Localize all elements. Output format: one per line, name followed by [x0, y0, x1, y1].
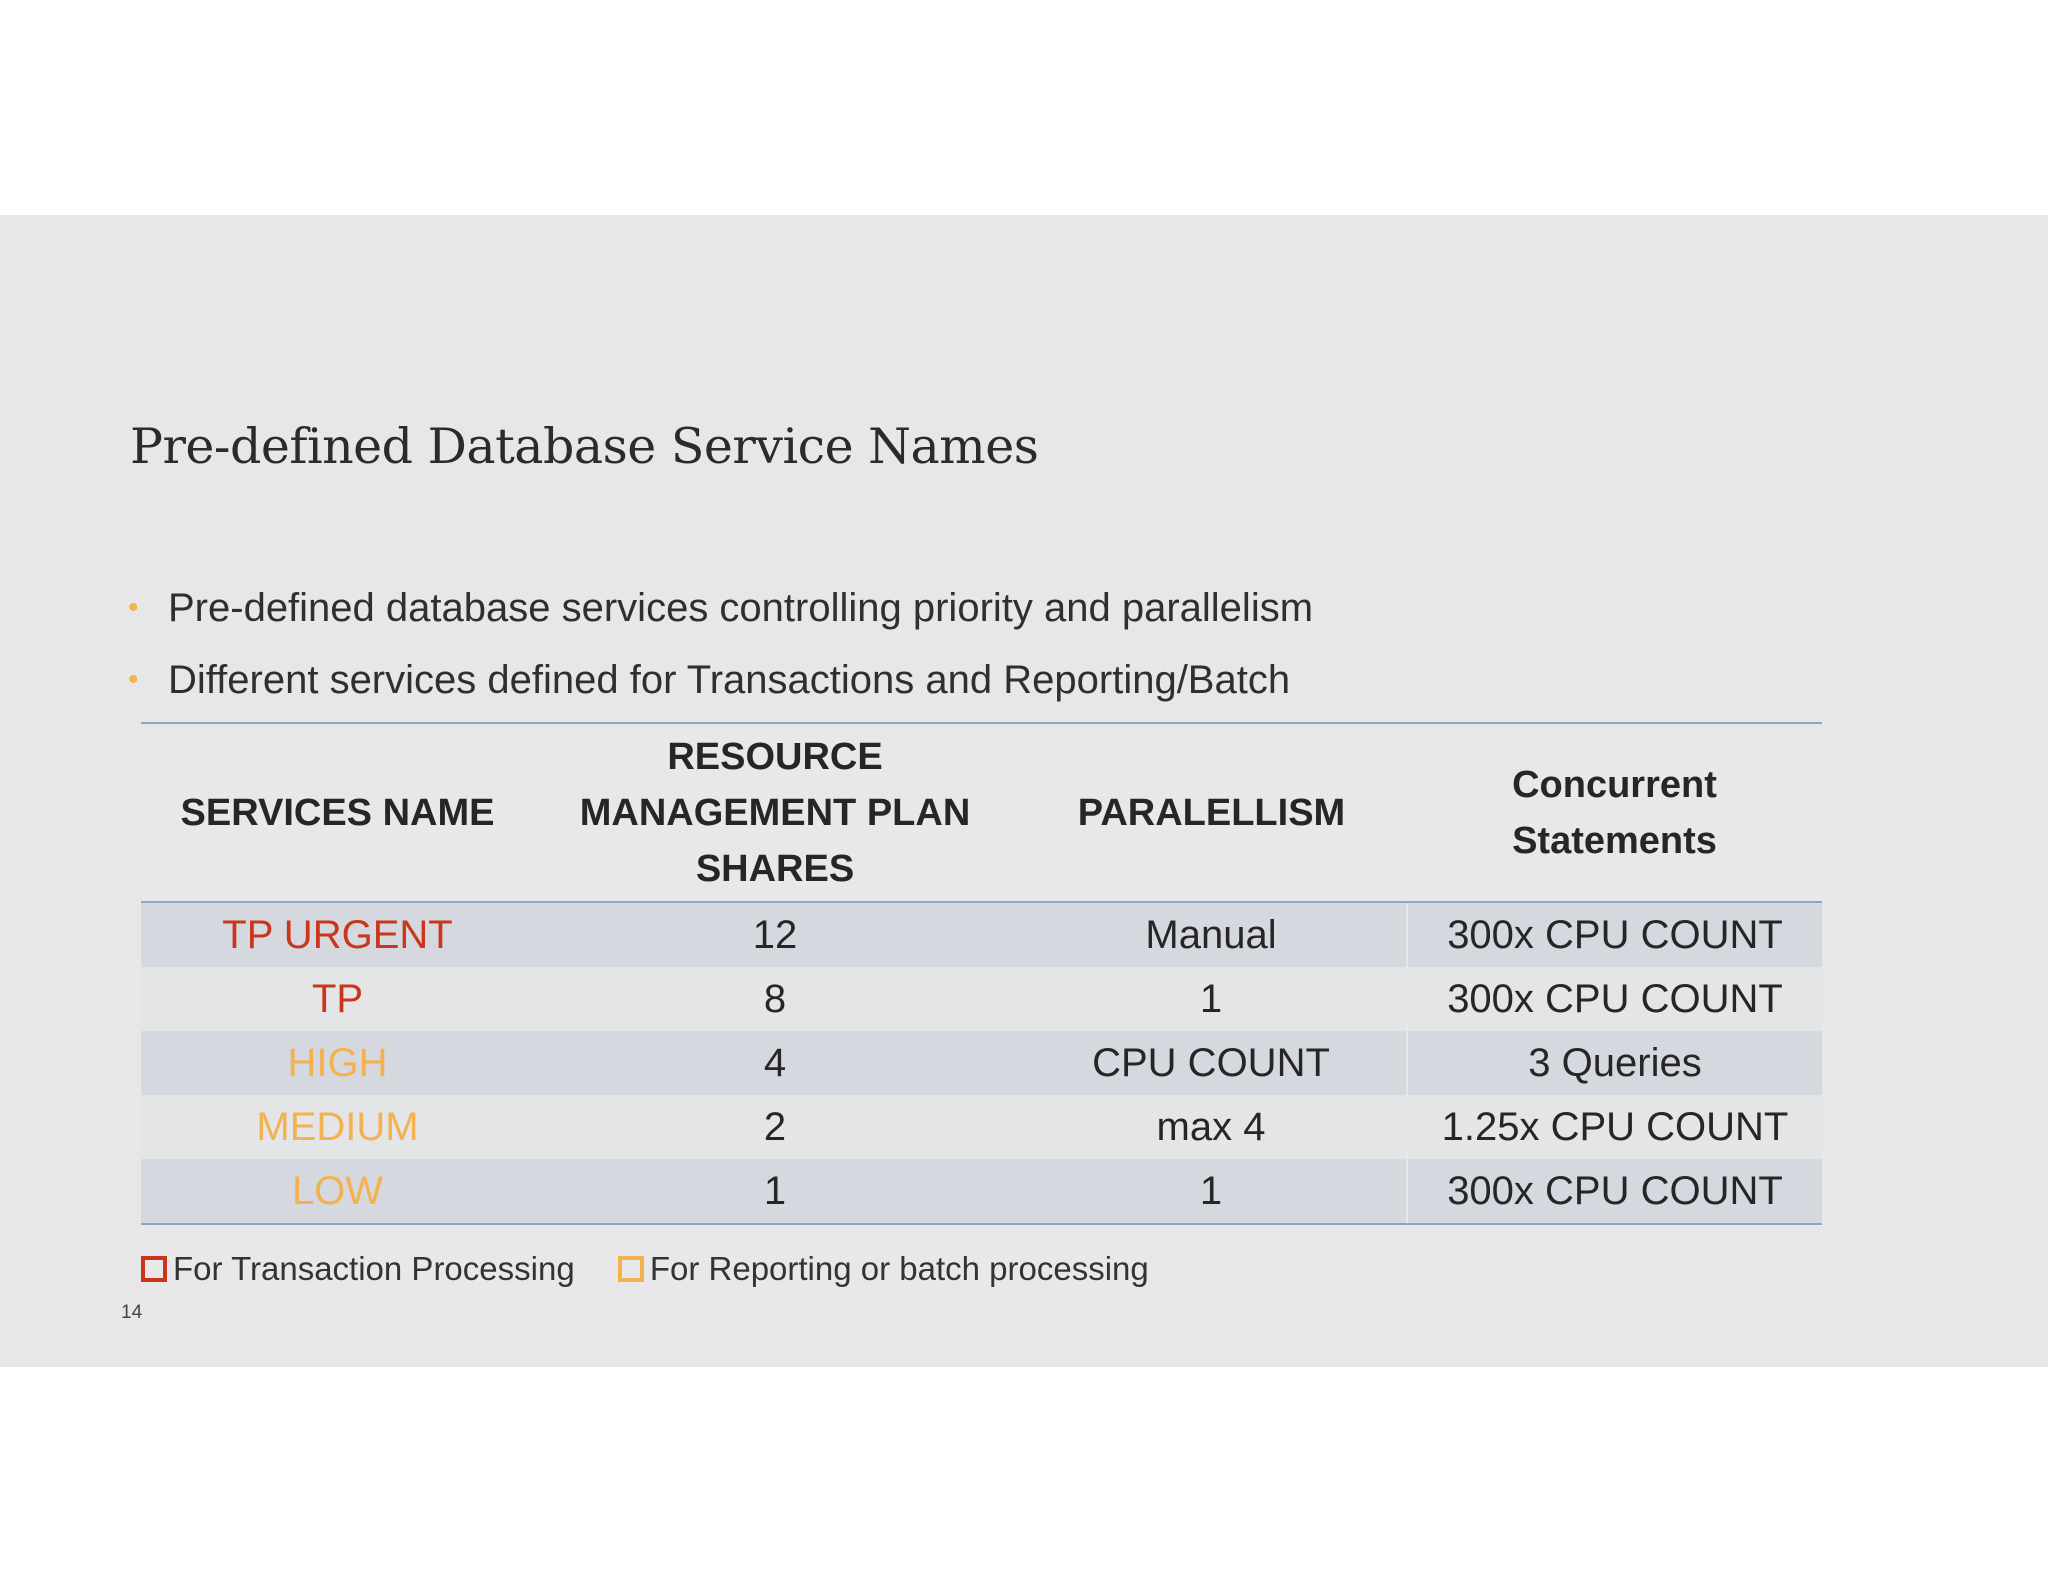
cell-parallelism: Manual [1016, 902, 1407, 967]
bullet-text: Different services defined for Transactions and Reporting/Batch [168, 658, 1291, 702]
table-row [141, 967, 1822, 1031]
bullet-item [126, 578, 1313, 650]
legend-square-icon [618, 1256, 644, 1282]
table-row [141, 1031, 1822, 1095]
header-parallelism: PARALELLISM [1016, 723, 1407, 902]
services-table-container [141, 722, 1822, 1308]
slide-title: Pre-defined Database Service Names [130, 418, 1039, 475]
cell-concurrent: 3 Queries [1407, 1031, 1822, 1095]
header-concurrent-statements: Concurrent Statements [1407, 723, 1822, 902]
bullet-list [126, 578, 1313, 722]
cell-parallelism: CPU COUNT [1016, 1031, 1407, 1095]
cell-parallelism: 1 [1016, 967, 1407, 1031]
bullet-dot-icon: • [128, 663, 139, 696]
cell-concurrent: 300x CPU COUNT [1407, 1159, 1822, 1224]
cell-service-name: TP [141, 967, 534, 1031]
header-services-name: SERVICES NAME [141, 723, 534, 902]
cell-service-name: MEDIUM [141, 1095, 534, 1159]
bullet-dot-icon: • [128, 591, 139, 624]
cell-parallelism: 1 [1016, 1159, 1407, 1224]
legend-square-icon [141, 1256, 167, 1282]
legend-item-reporting [618, 1250, 1149, 1288]
table-row [141, 1159, 1822, 1224]
table-header-row [141, 723, 1822, 902]
cell-shares: 8 [534, 967, 1016, 1031]
table-row [141, 1095, 1822, 1159]
cell-shares: 2 [534, 1095, 1016, 1159]
bullet-item [126, 650, 1313, 722]
cell-service-name: LOW [141, 1159, 534, 1224]
header-resource-shares: RESOURCE MANAGEMENT PLAN SHARES [534, 723, 1016, 902]
cell-concurrent: 300x CPU COUNT [1407, 902, 1822, 967]
cell-shares: 4 [534, 1031, 1016, 1095]
cell-parallelism: max 4 [1016, 1095, 1407, 1159]
cell-concurrent: 1.25x CPU COUNT [1407, 1095, 1822, 1159]
cell-shares: 1 [534, 1159, 1016, 1224]
cell-shares: 12 [534, 902, 1016, 967]
cell-service-name: HIGH [141, 1031, 534, 1095]
page-number: 14 [121, 1302, 143, 1323]
cell-service-name: TP URGENT [141, 902, 534, 967]
cell-concurrent: 300x CPU COUNT [1407, 967, 1822, 1031]
legend-label: For Transaction Processing [173, 1250, 575, 1287]
legend [141, 1250, 1183, 1290]
bullet-text: Pre-defined database services controlling priority and parallelism [168, 586, 1314, 630]
legend-item-transaction [141, 1250, 575, 1288]
table-row [141, 902, 1822, 967]
services-table [141, 722, 1822, 1225]
legend-label: For Reporting or batch processing [649, 1250, 1149, 1287]
